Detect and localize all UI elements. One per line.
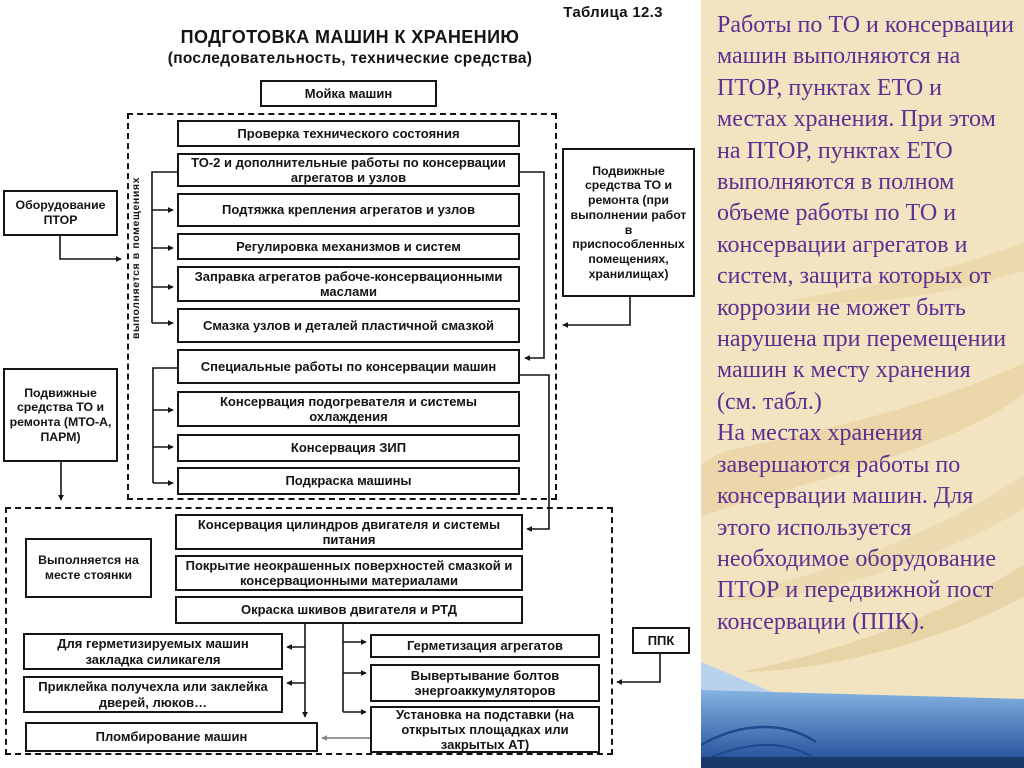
box-konservaciya-podogrevatelya: Консервация подогревателя и системы охлаждения (177, 391, 520, 427)
box-ppk: ППК (632, 627, 690, 654)
box-oborudovanie-ptor: Оборудование ПТОР (3, 190, 118, 236)
box-ustanovka-na-podstavki: Установка на подставки (на открытых площадках или закрытых АТ) (370, 706, 600, 753)
vertical-label-indoor: выполняется в помещениях (130, 176, 142, 340)
box-pokrytie-poverhnostey: Покрытие неокрашенных поверхностей смазкой и консервационными материалами (175, 555, 523, 591)
box-konservaciya-cilindrov: Консервация цилиндров двигателя и системы питания (175, 514, 523, 550)
diagram-title-line2: (последовательность, технические средства) (167, 50, 533, 67)
sidebar-text (717, 10, 1015, 638)
sidebar-paragraph-2: На местах хранения завершаются работы по консервации машин. Для этого используется необходимое оборудование ПТОР и передвижной пост консервации (ППК). (717, 420, 996, 635)
box-podvizhnye-sredstva-mto: Подвижные средства ТО и ремонта (МТО-А, ПАРМ) (3, 368, 118, 462)
box-plombirovanie-mashin: Пломбирование машин (25, 722, 318, 752)
box-vypolnyaetsya-na-stoyanke: Выполняется на месте стоянки (25, 538, 152, 598)
sidebar-paragraph-1: Работы по ТО и консервации машин выполняются на ПТОР, пунктах ЕТО и местах хранения. При этом на ПТОР, пунктах ЕТО выполняются в полном объеме работы по ТО и консервации агрегатов и систем, защита которых от коррозии не может быть нарушена при перемещении машин к месту хранения (см. табл.) (717, 12, 1014, 415)
box-zapravka-agregatov: Заправка агрегатов рабоче-консервационными маслами (177, 266, 520, 302)
box-germetizaciya-agregatov: Герметизация агрегатов (370, 634, 600, 658)
box-smazka-uzlov: Смазка узлов и деталей пластичной смазкой (177, 308, 520, 343)
box-prikleyka-poluchehla: Приклейка получехла или заклейка дверей, люков… (23, 676, 283, 713)
diagram-title (115, 27, 585, 68)
box-to2-raboty: ТО-2 и дополнительные работы по консервации агрегатов и узлов (177, 153, 520, 187)
table-number-label: Таблица 12.3 (563, 4, 663, 21)
box-regulirovka-mehanizmov: Регулировка механизмов и систем (177, 233, 520, 260)
box-zakladka-silikagelya: Для герметизируемых машин закладка силикагеля (23, 633, 283, 670)
box-podtyazhka-krepleniya: Подтяжка крепления агрегатов и узлов (177, 193, 520, 227)
box-vyvertyvanie-boltov: Вывертывание болтов энергоаккумуляторов (370, 664, 600, 702)
box-proverka-sostoyaniya: Проверка технического состояния (177, 120, 520, 147)
box-moyka-mashin: Мойка машин (260, 80, 437, 107)
box-okraska-shkivov: Окраска шкивов двигателя и РТД (175, 596, 523, 624)
box-podvizhnye-sredstva-to: Подвижные средства ТО и ремонта (при выполнении работ в приспособленных помещениях, хранилищах) (562, 148, 695, 297)
box-podkraska-mashiny: Подкраска машины (177, 467, 520, 495)
diagram-title-line1: ПОДГОТОВКА МАШИН К ХРАНЕНИЮ (180, 27, 520, 47)
sidebar-panel (701, 0, 1024, 768)
box-specialnye-raboty: Специальные работы по консервации машин (177, 349, 520, 384)
navy-strip (701, 757, 1024, 768)
box-konservaciya-zip: Консервация ЗИП (177, 434, 520, 462)
